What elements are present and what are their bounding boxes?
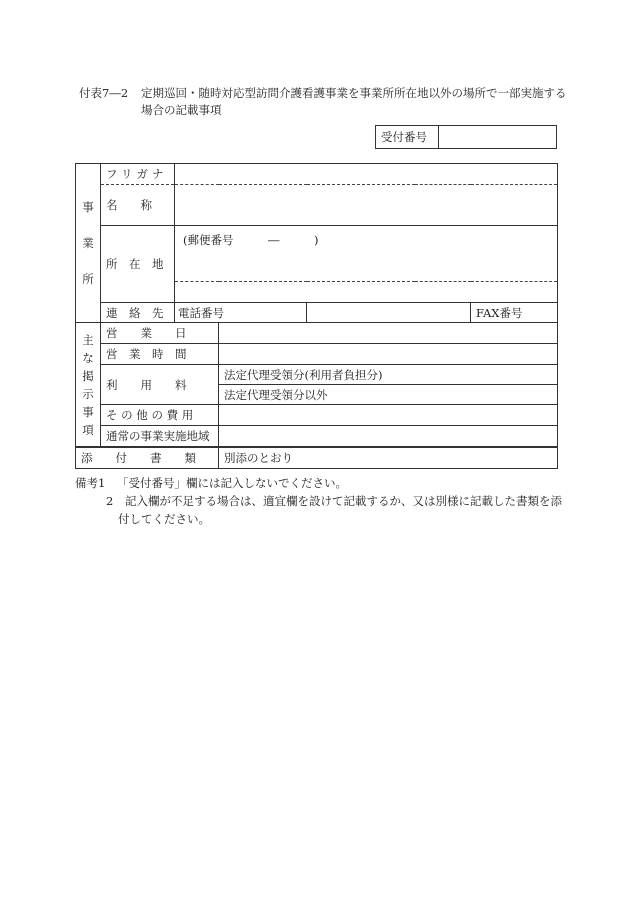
- main-items-char-2: な: [82, 350, 94, 365]
- business-hours-label: 営 業 時 間: [101, 344, 219, 365]
- phone-field[interactable]: [307, 303, 471, 323]
- service-area-field[interactable]: [219, 426, 558, 447]
- postal-code-field[interactable]: (郵便番号 ― ): [175, 226, 558, 282]
- notes: [75, 474, 565, 528]
- business-days-field[interactable]: [219, 323, 558, 344]
- note-2: [75, 492, 565, 528]
- office-char-1: 事: [82, 200, 94, 214]
- attachment-table: [75, 447, 558, 469]
- main-form-table: [75, 163, 558, 447]
- attachment-label: 添 付 書 類: [76, 448, 219, 469]
- address-label: 所 在 地: [101, 226, 175, 303]
- main-items-section-label: [76, 323, 101, 447]
- attachment-value: 別添のとおり: [219, 448, 558, 469]
- fee-other-label: 法定代理受領分以外: [219, 385, 558, 405]
- main-items-char-5: 事: [82, 404, 94, 419]
- service-area-label: 通常の事業実施地域: [101, 426, 219, 447]
- phone-label: 電話番号: [175, 303, 307, 323]
- note-1-prefix: 備考1: [75, 476, 106, 490]
- main-items-char-1: 主: [82, 332, 94, 347]
- address-field[interactable]: [175, 282, 558, 303]
- note-1-text: 「受付番号」欄には記入しないでください。: [116, 476, 347, 490]
- main-items-char-4: 示: [82, 386, 94, 401]
- fax-label: FAX番号: [471, 303, 558, 323]
- main-items-char-6: 項: [82, 422, 94, 437]
- note-2-text: 記入欄が不足する場合は、適宜欄を設けて記載するか、又は別様に記載した書類を添付してください。: [118, 494, 562, 526]
- note-2-prefix: 2: [106, 494, 114, 508]
- form-number: 付表7―2: [79, 86, 129, 100]
- name-label: 名 称: [101, 185, 175, 226]
- office-section-label: [76, 164, 101, 323]
- form-title: 定期巡回・随時対応型訪問介護看護事業を事業所所在地以外の場所で一部実施する場合の記載事項: [141, 86, 567, 117]
- business-hours-field[interactable]: [219, 344, 558, 365]
- office-char-3: 所: [82, 272, 94, 286]
- receipt-number-field[interactable]: [439, 126, 557, 149]
- fee-statutory-label: 法定代理受領分(利用者負担分): [219, 365, 558, 385]
- furigana-label: フリガナ: [101, 164, 175, 185]
- other-costs-field[interactable]: [219, 405, 558, 426]
- furigana-field[interactable]: [175, 164, 558, 185]
- other-costs-label: そ の 他 の 費 用: [101, 405, 219, 426]
- business-days-label: 営 業 日: [101, 323, 219, 344]
- receipt-number-label: 受付番号: [376, 126, 439, 149]
- office-char-2: 業: [82, 236, 94, 250]
- contact-label: 連 絡 先: [101, 303, 175, 323]
- receipt-number-table: [375, 125, 557, 149]
- name-field[interactable]: [175, 185, 558, 226]
- fee-label: 利 用 料: [101, 365, 219, 405]
- note-1: [75, 474, 565, 492]
- main-items-char-3: 掲: [82, 368, 94, 383]
